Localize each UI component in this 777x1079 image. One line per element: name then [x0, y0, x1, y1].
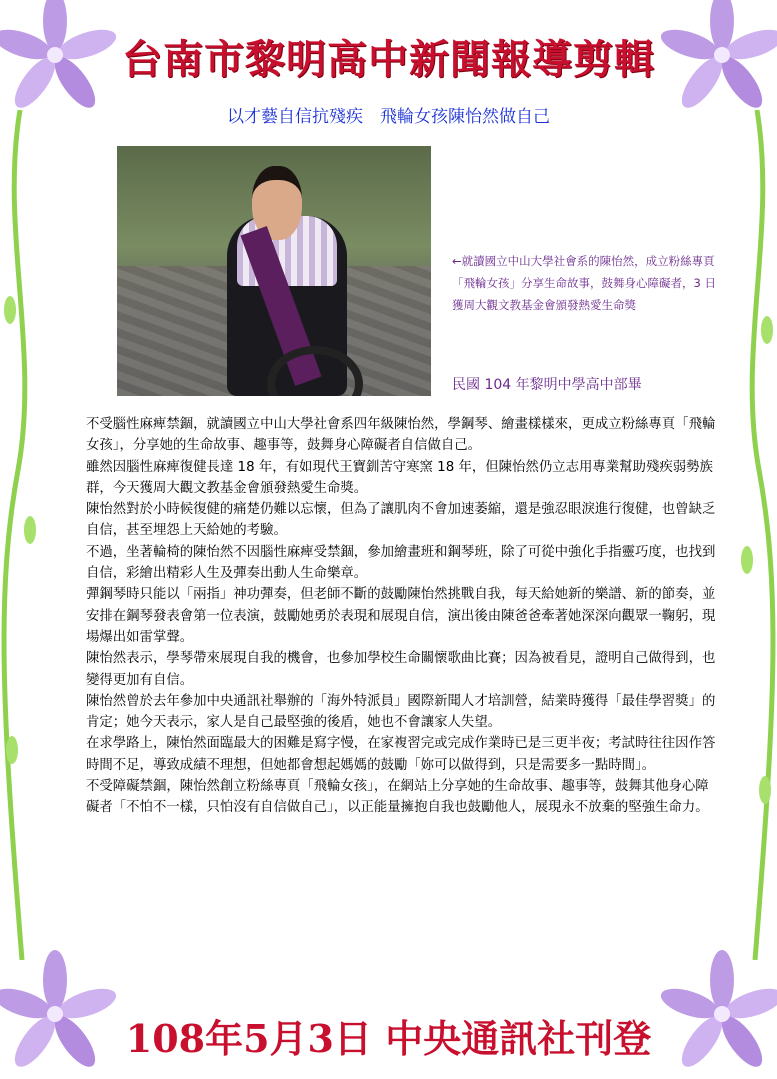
article-paragraph: 陳怡然表示，學琴帶來展現自我的機會，也參加學校生命關懷歌曲比賽；因為被看見，證明自己做得到，也變得更加有自信。	[86, 651, 716, 688]
page-title: 台南市黎明高中新聞報導剪輯	[122, 36, 655, 83]
news-photo	[117, 146, 431, 396]
vine-decoration-icon	[737, 110, 777, 960]
vine-decoration-icon	[0, 110, 40, 960]
article-paragraph: 在求學路上，陳怡然面臨最大的困難是寫字慢，在家複習完或完成作業時已是三更半夜；考試時往往因作答時間不足，導致成績不理想，但她都會想起媽媽的鼓勵「妳可以做得到，只是需要多一點時間」。	[86, 736, 716, 773]
article-headline: 以才藝自信抗殘疾 飛輪女孩陳怡然做自己	[227, 107, 550, 127]
article-paragraph: 不受腦性麻痺禁錮，就讀國立中山大學社會系四年級陳怡然，學鋼琴、繪畫樣樣來，更成立粉絲專頁「飛輪女孩」，分享她的生命故事、趣事等，鼓舞身心障礙者自信做自己。	[86, 417, 716, 454]
article-paragraph: 不受障礙禁錮，陳怡然創立粉絲專頁「飛輪女孩」，在網站上分享她的生命故事、趣事等，鼓舞其他身心障礙者「不怕不一樣，只怕沒有自信做自己」，以正能量擁抱自我也鼓勵他人，展現永不放棄的堅強生命力。	[86, 779, 709, 816]
article-paragraph: 陳怡然對於小時候復健的痛楚仍難以忘懷，但為了讓肌肉不會加速萎縮，還是強忍眼淚進行復健，也曾缺乏自信，甚至埋怨上天給她的考驗。	[86, 502, 716, 539]
article-paragraph: 彈鋼琴時只能以「兩指」神功彈奏，但老師不斷的鼓勵陳怡然挑戰自我，每天給她新的樂譜、新的節奏，並安排在鋼琴發表會第一位表演，鼓勵她勇於表現和展現自信，演出後由陳爸爸牽著她深深向觀眾一鞠躬，現場爆出如雷掌聲。	[86, 587, 716, 645]
article-paragraph: 不過，坐著輪椅的陳怡然不因腦性麻痺受禁錮，參加繪畫班和鋼琴班，除了可從中強化手指靈巧度，也找到自信，彩繪出精彩人生及彈奏出動人生命樂章。	[86, 544, 716, 582]
article-body	[86, 414, 716, 819]
photo-caption: ←就讀國立中山大學社會系的陳怡然，成立粉絲專頁「飛輪女孩」分享生命故事，鼓舞身心障礙者，3 日獲周大觀文教基金會頒發熱愛生命獎	[452, 254, 716, 312]
caption-graduate-note: 民國 104 年黎明中學高中部畢	[452, 377, 642, 393]
article-paragraph: 雖然因腦性麻痺復健長達 18 年，有如現代王寶釧苦守寒窯 18 年，但陳怡然仍立志用專業幫助殘疾弱勢族群，今天獲周大觀文教基金會頒發熱愛生命獎。	[86, 459, 713, 496]
publication-footer: 108年5月3日 中央通訊社刊登	[125, 1016, 652, 1061]
article-paragraph: 陳怡然曾於去年參加中央通訊社舉辦的「海外特派員」國際新聞人才培訓營，結業時獲得「最佳學習獎」的肯定；她今天表示，家人是自己最堅強的後盾，她也不會讓家人失望。	[86, 693, 716, 731]
